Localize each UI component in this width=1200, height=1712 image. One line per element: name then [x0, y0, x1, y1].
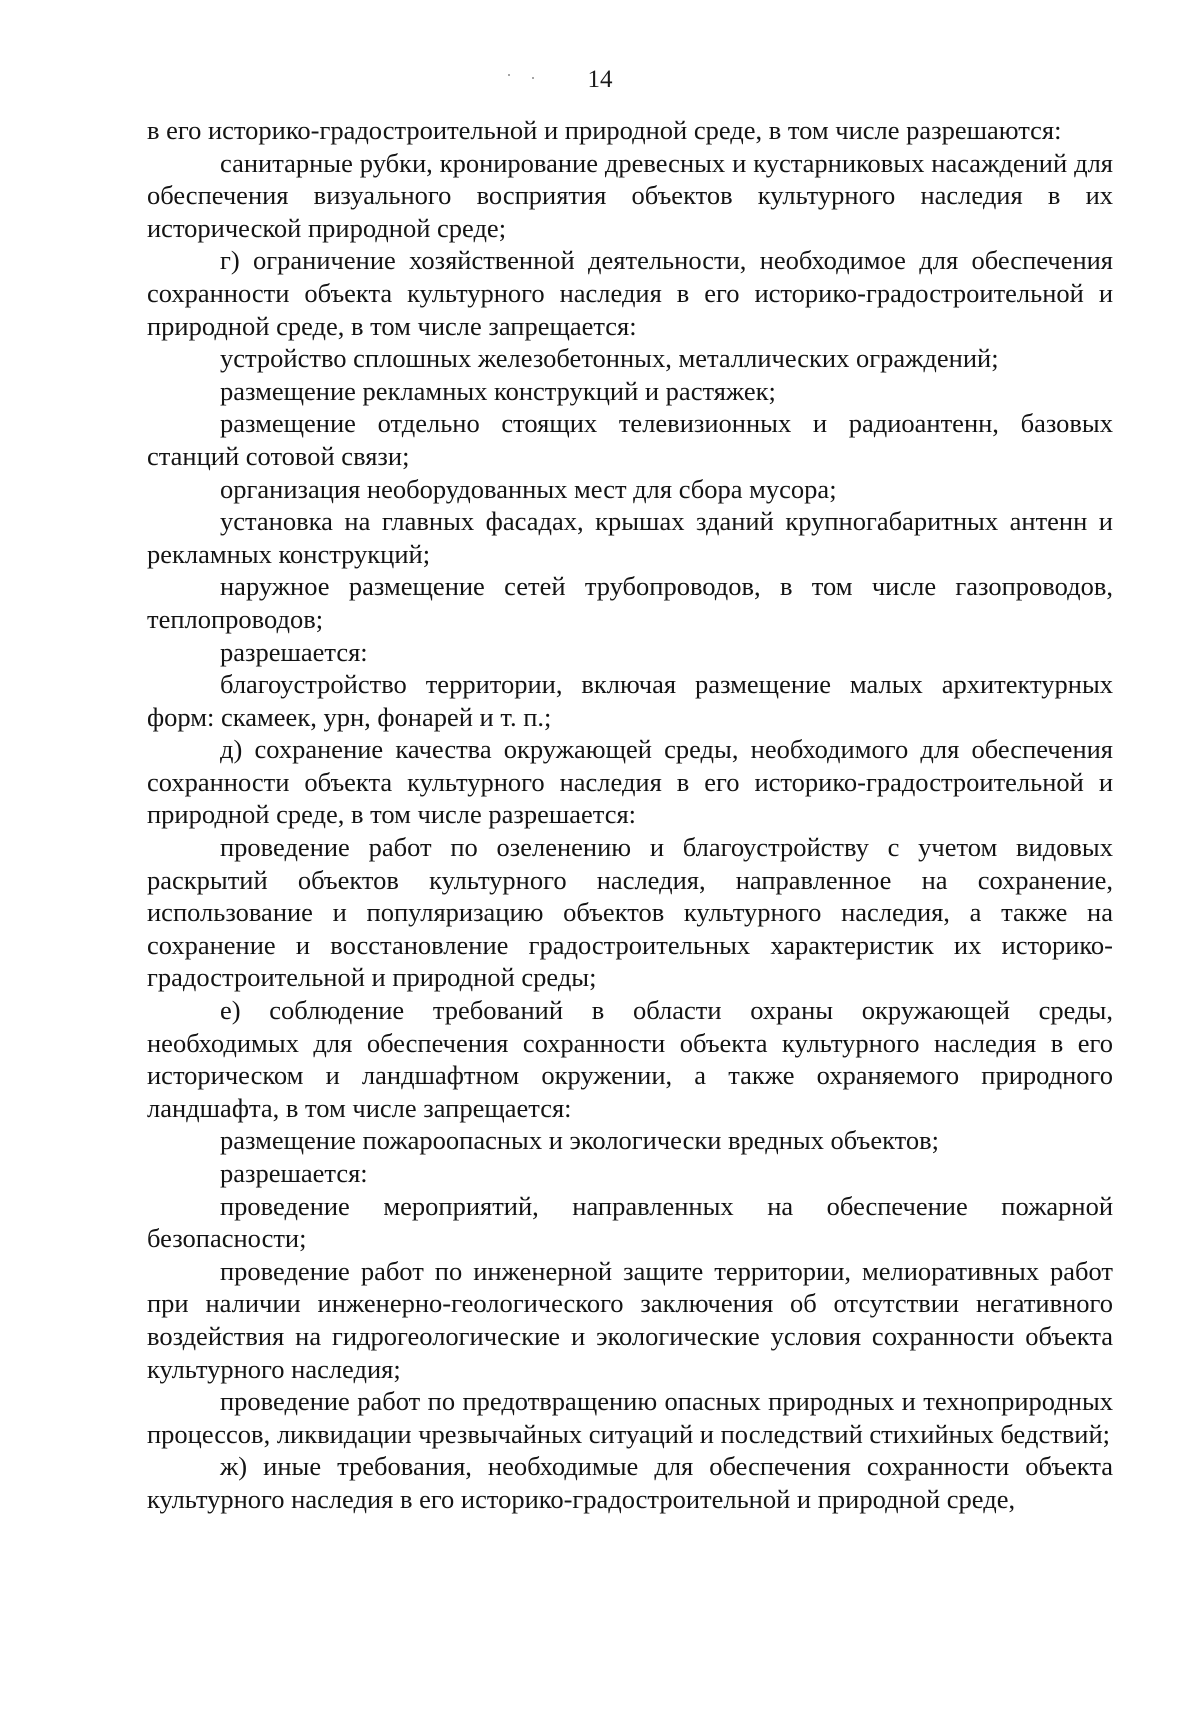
paragraph: наружное размещение сетей трубопроводов, в том числе газопроводов, теплопроводов;	[147, 571, 1113, 634]
paragraph: размещение пожароопасных и экологически вредных объектов;	[220, 1125, 939, 1156]
paragraph: размещение рекламных конструкций и растяжек;	[220, 375, 776, 406]
paragraph: благоустройство территории, включая размещение малых архитектурных форм: скамеек, урн, фонарей и т. п.;	[147, 669, 1113, 732]
paragraph: установка на главных фасадах, крышах зданий крупногабаритных антенн и рекламных конструкций;	[147, 506, 1113, 569]
paragraph: проведение работ по инженерной защите территории, мелиоративных работ при наличии инженерно-геологического заключения об отсутствии негативного воздействия на гидрогеологические и экологические условия сохранности объекта культурного наследия;	[147, 1255, 1113, 1384]
paragraph: санитарные рубки, кронирование древесных и кустарниковых насаждений для обеспечения визуального восприятия объектов культурного наследия в их исторической природной среде;	[147, 147, 1113, 243]
paragraph: организация необорудованных мест для сбора мусора;	[220, 473, 837, 504]
paragraph: проведение работ по озеленению и благоустройству с учетом видовых раскрытий объектов культурного наследия, направленное на сохранение, использование и популяризацию объектов культурного наследия, а также на сохранение и восстановление градостроительных характеристик их историко-градостроительной и природной среды;	[147, 832, 1113, 993]
page-number: 14	[587, 66, 613, 93]
paragraph: в его историко-градостроительной и природной среде, в том числе разрешаются:	[147, 115, 1062, 145]
paragraph: разрешается:	[220, 1158, 368, 1188]
paragraph: г) ограничение хозяйственной деятельности, необходимое для обеспечения сохранности объекта культурного наследия в его историко-градостроительной и природной среде, в том числе запрещается:	[147, 245, 1113, 341]
document-body	[147, 114, 1113, 1516]
paragraph: ж) иные требования, необходимые для обеспечения сохранности объекта культурного наследия в его историко-градостроительной и природной среде,	[147, 1451, 1113, 1514]
paragraph: проведение работ по предотвращению опасных природных и технoприродных процессов, ликвидации чрезвычайных ситуаций и последствий стихийных бедствий;	[147, 1386, 1113, 1449]
paragraph: проведение мероприятий, направленных на обеспечение пожарной безопасности;	[147, 1190, 1113, 1254]
paragraph: размещение отдельно стоящих телевизионных и радиоантенн, базовых станций сотовой связи;	[147, 408, 1113, 471]
paragraph: е) соблюдение требований в области охраны окружающей среды, необходимых для обеспечения сохранности объекта культурного наследия в его историческом и ландшафтном окружении, а также охраняемого природного ландшафта, в том числе запрещается:	[147, 995, 1113, 1123]
paragraph: разрешается:	[220, 636, 368, 667]
paragraph: д) сохранение качества окружающей среды, необходимого для обеспечения сохранности объекта культурного наследия в его историко-градостроительной и природной среде, в том числе разрешается:	[147, 734, 1113, 830]
paragraph: устройство сплошных железобетонных, металлических ограждений;	[220, 343, 999, 374]
